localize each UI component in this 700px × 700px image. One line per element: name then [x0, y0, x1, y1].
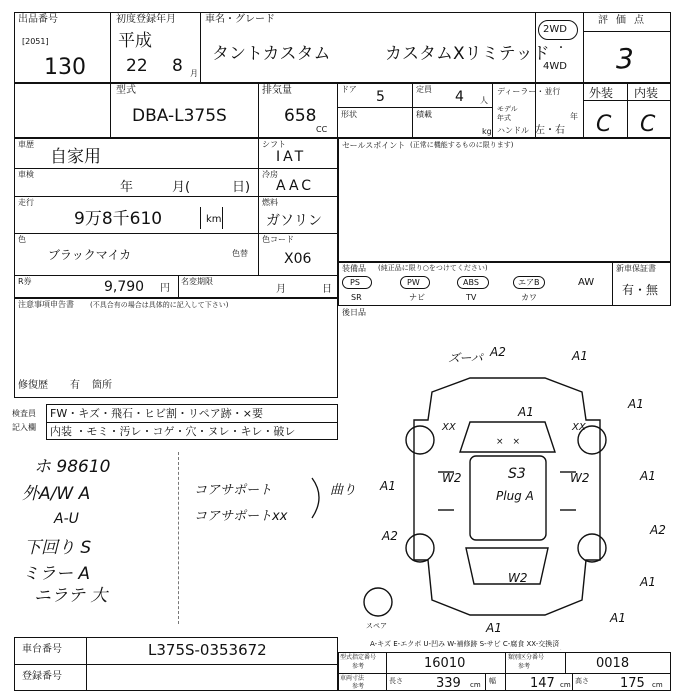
category: 0018: [596, 656, 630, 671]
damage-mark: A1: [518, 405, 534, 419]
repair-label: 修復歴: [18, 380, 48, 391]
handle-value: 左・右: [535, 125, 565, 136]
dealer-label: ディーラー・並行: [497, 87, 561, 96]
color-code-label: 色コード: [262, 235, 294, 244]
size-label: 車両寸法: [340, 675, 365, 682]
hand-right-note: 曲り: [330, 483, 357, 498]
spare-tire-icon: [364, 588, 392, 616]
equipment-title: 装備品: [342, 264, 366, 273]
model-label: 型式: [116, 85, 136, 96]
transfer-month: 月: [276, 284, 286, 295]
first-reg-label: 初度登録年月: [116, 14, 176, 25]
hand-line-4: 下回り S: [24, 538, 92, 558]
wheel-rear-right-icon: [578, 534, 606, 562]
transfer-day: 日: [322, 284, 332, 295]
equip-tv: TV: [466, 293, 477, 302]
damage-mark: A1: [610, 611, 626, 625]
score: 3: [616, 42, 634, 75]
size-sub: 参考: [352, 683, 365, 690]
inspector-label-1: 検査員: [12, 409, 36, 418]
shape-label: 形状: [341, 110, 357, 119]
score-label: 評価点: [598, 15, 652, 26]
doors: 5: [376, 89, 385, 105]
plug-mark: Plug A: [496, 489, 534, 503]
wheel-front-left-icon: [406, 426, 434, 454]
inspector-row-2: 内装 ・モミ・汚レ・コゲ・穴・ヌレ・キレ・破レ: [50, 425, 296, 438]
equip-sr: SR: [351, 293, 362, 302]
repaint-label: 色替: [232, 249, 248, 258]
width-unit: cm: [560, 681, 571, 689]
inspection-label: 車検: [18, 170, 34, 179]
mileage: 9万8千610: [74, 209, 163, 229]
color: ブラックマイカ: [48, 248, 132, 262]
color-code: X06: [284, 251, 312, 267]
inspector-label-2: 記入欄: [12, 423, 36, 432]
kg-unit: kg: [482, 127, 492, 136]
interior-grade: C: [640, 112, 656, 137]
equip-airbag: エアB: [518, 278, 540, 287]
sales-point-title: セールスポイント: [342, 141, 406, 150]
warranty-label: 新車保証書: [616, 264, 656, 273]
damage-mark: A2: [490, 345, 506, 359]
svg-text:スペア: スペア: [366, 622, 387, 630]
reg-label: 登録番号: [22, 671, 62, 682]
model-year-label: モデル年式: [497, 105, 518, 122]
month: 8: [172, 56, 183, 76]
width: 147: [530, 676, 555, 691]
damage-mark: S3: [508, 466, 526, 482]
model: DBA-L375S: [132, 106, 227, 126]
inspection-year: 年: [120, 180, 134, 195]
equipment-note: (純正品に限り○をつけてください): [378, 264, 488, 272]
damage-mark: A1: [640, 469, 656, 483]
damage-mark: A1: [380, 479, 396, 493]
hand-line-5: ミラー A: [22, 564, 91, 584]
shift-label: シフト: [262, 140, 286, 149]
capacity-unit: 人: [480, 96, 488, 105]
wheel-rear-left-icon: [406, 534, 434, 562]
damage-mark: A1: [640, 575, 656, 589]
capacity: 4: [455, 89, 464, 105]
height-unit: cm: [652, 681, 663, 689]
handle-label: ハンドル: [497, 126, 529, 135]
grade: カスタムXリミテッド: [385, 44, 550, 64]
recycle-label: R券: [18, 277, 32, 286]
door-label: ドア: [341, 85, 357, 94]
damage-mark: W2: [570, 471, 590, 485]
hand-right-2: コアサポートxx: [194, 509, 288, 524]
drive-4wd: 4WD: [543, 61, 567, 72]
car-name-label: 車名・グレード: [205, 14, 275, 25]
exterior-grade: C: [596, 112, 612, 137]
damage-mark: XX: [442, 422, 456, 433]
inspection-month: 月(: [172, 180, 191, 195]
svg-text:× ×: × ×: [496, 437, 521, 447]
equip-pw: PW: [407, 278, 420, 287]
category-sub: 参考: [518, 663, 531, 670]
damage-mark: A1: [628, 397, 644, 411]
usage-label: 車歴: [18, 140, 34, 149]
damage-mark: A1: [486, 621, 502, 635]
month-unit: 月: [190, 69, 198, 78]
hand-line-1: ホ 98610: [34, 457, 111, 477]
equip-aw: AW: [578, 277, 595, 288]
yen-unit: 円: [160, 283, 170, 294]
km-unit: km: [206, 214, 222, 225]
damage-mark: XX: [572, 422, 586, 433]
shift: IAT: [276, 149, 307, 165]
fuel: ガソリン: [266, 213, 322, 229]
cc-unit: CC: [316, 125, 328, 134]
damage-mark: W2: [442, 471, 462, 485]
fuel-label: 燃料: [262, 198, 278, 207]
type-spec-sub: 参考: [352, 663, 365, 670]
notes-title: 注意事項申告書: [18, 300, 74, 309]
height-label: 高さ: [575, 677, 589, 685]
length: 339: [436, 676, 461, 691]
damage-mark: W2: [508, 571, 528, 585]
hand-line-6: ニラテ 大: [34, 586, 108, 606]
ac-label: 冷房: [262, 170, 278, 179]
hand-right-1: コアサポート: [194, 483, 273, 498]
width-label: 幅: [489, 677, 496, 685]
capacity-label: 定員: [416, 85, 432, 94]
model-year-unit: 年: [570, 112, 578, 121]
damage-mark: A2: [382, 529, 398, 543]
repair-unit: 箇所: [92, 380, 112, 391]
drive-2wd: 2WD: [543, 24, 567, 35]
car-rear-window: [466, 548, 548, 584]
color-label: 色: [18, 235, 26, 244]
interior-label: 内装: [634, 86, 659, 100]
damage-legend: A-キズ E-エクボ U-凹み W-補修跡 S-サビ C-腐食 XX-交換済: [370, 640, 560, 648]
category-label: 類別区分番号: [508, 654, 545, 661]
length-label: 長さ: [389, 677, 403, 685]
damage-mark: A1: [560, 650, 562, 651]
height: 175: [620, 676, 645, 691]
svg-text:ズーパ: ズーパ: [448, 351, 483, 365]
displacement-label: 排気量: [262, 85, 292, 96]
chassis-number: L375S-0353672: [148, 641, 267, 659]
inspection-day: 日): [232, 180, 251, 195]
auction-sheet: 出品番号 [2051] 130 初度登録年月 平成 22 8 月 車名・グレード タントカスタム カスタムXリミテッド 2WD ・ 4WD 評価点 3 型式 DBA-L375S 排気量 658 CC ドア 5 定員 4 人 形状 積載 kg ディーラー・並行 モデル年式 年 ハンドル 左・右 外装 内装 C C 車歴 自家用 車検 年 月( 日) 走行 9万8千610 km 色 ブラックマイカ 色替 R券 9,790 円 名変期限 月 日 シフト IAT 冷房 AAC 燃料 ガソリン 色コード X06 セールスポイント (正常に機能するものに限ります) 装備品 (純正品に限り○をつけてください) 新車保証書 有・無 PS PW ABS エアB AW SR ナビ TV カワ 後日品 注意事項申告書 (不具合有の場合は具体的に記入して下さい) 修復歴 有 箇所 検査員 記入欄 FW・キズ・飛石・ヒビ割・リペア跡・×要 内装 ・モミ・汚レ・コゲ・穴・ヌレ・キレ・破レ ホ 98610 外A/W A A-U 下回り S ミラー A ニラテ 大 コアサポート コアサポートxx 曲り ズーパ A2 A1 A1 A1 A1 XX XX W2 W2 S3 A1 A1 A2 A2 W2 A1 A1 A1 Plug A × × スペア A-キズ E-エクボ U-凹み W-補修跡 S-サビ C-腐食 XX-交換済 車台番号 L375S-0353672 登録番号 型式指定番号 参考 16010 類別区分番号 参考 0018 車両寸法 参考 長さ 339 cm 幅 147 cm 高さ 175 cm: [0, 0, 700, 700]
rear-seat-label: 後日品: [342, 308, 366, 317]
type-spec: 16010: [424, 656, 466, 671]
repair-value: 有: [70, 380, 80, 391]
year: 22: [126, 56, 148, 76]
equip-navi: ナビ: [409, 293, 425, 302]
length-unit: cm: [470, 681, 481, 689]
sales-point-note: (正常に機能するものに限ります): [410, 141, 514, 149]
recycle-amount: 9,790: [104, 279, 145, 295]
transfer-label: 名変期限: [181, 277, 213, 286]
mileage-label: 走行: [18, 198, 34, 207]
lot-prefix: [2051]: [22, 37, 49, 46]
equip-leather: カワ: [521, 293, 537, 302]
inspector-row-1: FW・キズ・飛石・ヒビ割・リペア跡・×要: [50, 407, 263, 420]
hand-line-2: 外A/W A: [22, 484, 91, 504]
damage-mark: A1: [572, 349, 588, 363]
warranty-value: 有・無: [622, 283, 659, 297]
hand-line-3: A-U: [54, 511, 79, 527]
damage-mark: A2: [650, 523, 666, 537]
car-name: タントカスタム: [212, 44, 331, 64]
displacement: 658: [284, 106, 317, 126]
lot-number: 130: [44, 55, 86, 80]
ac: AAC: [276, 178, 315, 194]
era: 平成: [118, 31, 152, 51]
notes-subtitle: (不具合有の場合は具体的に記入して下さい): [90, 301, 229, 309]
equip-ps: PS: [350, 278, 360, 287]
equip-abs: ABS: [463, 278, 479, 287]
exterior-label: 外装: [589, 86, 614, 100]
lot-label: 出品番号: [18, 14, 58, 25]
type-spec-label: 型式指定番号: [340, 654, 377, 661]
load-label: 積載: [416, 110, 432, 119]
usage: 自家用: [50, 147, 101, 167]
chassis-label: 車台番号: [22, 644, 62, 655]
